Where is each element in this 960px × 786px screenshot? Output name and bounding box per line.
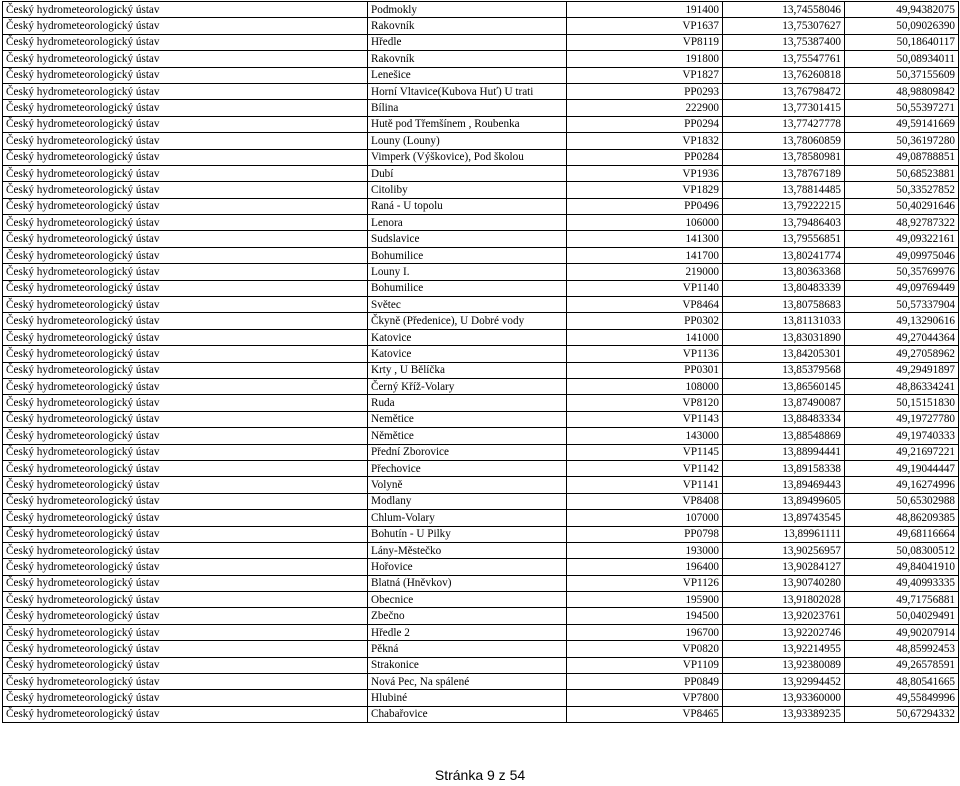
institution-cell: Český hydrometeorologický ústav xyxy=(3,510,368,526)
station-name-cell: Louny (Louny) xyxy=(368,133,567,149)
table-row xyxy=(3,362,959,378)
latitude-cell: 48,92787322 xyxy=(845,215,959,231)
station-id-cell: VP1827 xyxy=(567,67,723,83)
table-row xyxy=(3,608,959,624)
institution-cell: Český hydrometeorologický ústav xyxy=(3,116,368,132)
institution-cell: Český hydrometeorologický ústav xyxy=(3,67,368,83)
longitude-cell: 13,80483339 xyxy=(723,280,845,296)
longitude-cell: 13,75547761 xyxy=(723,51,845,67)
table-row xyxy=(3,198,959,214)
station-id-cell: 219000 xyxy=(567,264,723,280)
table-row xyxy=(3,231,959,247)
station-id-cell: VP0820 xyxy=(567,641,723,657)
institution-cell: Český hydrometeorologický ústav xyxy=(3,247,368,263)
longitude-cell: 13,92994452 xyxy=(723,674,845,690)
station-id-cell: VP1143 xyxy=(567,411,723,427)
table-row xyxy=(3,477,959,493)
institution-cell: Český hydrometeorologický ústav xyxy=(3,493,368,509)
station-name-cell: Krty , U Bělíčka xyxy=(368,362,567,378)
station-id-cell: VP8464 xyxy=(567,297,723,313)
institution-cell: Český hydrometeorologický ústav xyxy=(3,313,368,329)
institution-cell: Český hydrometeorologický ústav xyxy=(3,477,368,493)
station-id-cell: VP8120 xyxy=(567,395,723,411)
station-id-cell: VP1145 xyxy=(567,444,723,460)
latitude-cell: 49,21697221 xyxy=(845,444,959,460)
latitude-cell: 50,09026390 xyxy=(845,18,959,34)
institution-cell: Český hydrometeorologický ústav xyxy=(3,182,368,198)
latitude-cell: 49,16274996 xyxy=(845,477,959,493)
latitude-cell: 50,57337904 xyxy=(845,297,959,313)
longitude-cell: 13,89158338 xyxy=(723,460,845,476)
station-name-cell: Citoliby xyxy=(368,182,567,198)
latitude-cell: 50,65302988 xyxy=(845,493,959,509)
institution-cell: Český hydrometeorologický ústav xyxy=(3,608,368,624)
table-row xyxy=(3,526,959,542)
station-id-cell: 196400 xyxy=(567,559,723,575)
station-name-cell: Bohumilice xyxy=(368,247,567,263)
station-table-body xyxy=(3,2,959,723)
latitude-cell: 49,19740333 xyxy=(845,428,959,444)
longitude-cell: 13,92380089 xyxy=(723,657,845,673)
institution-cell: Český hydrometeorologický ústav xyxy=(3,83,368,99)
latitude-cell: 50,36197280 xyxy=(845,133,959,149)
longitude-cell: 13,89469443 xyxy=(723,477,845,493)
institution-cell: Český hydrometeorologický ústav xyxy=(3,575,368,591)
station-id-cell: VP1141 xyxy=(567,477,723,493)
station-id-cell: VP1109 xyxy=(567,657,723,673)
table-row xyxy=(3,346,959,362)
table-row xyxy=(3,100,959,116)
longitude-cell: 13,84205301 xyxy=(723,346,845,362)
station-id-cell: PP0302 xyxy=(567,313,723,329)
station-id-cell: PP0294 xyxy=(567,116,723,132)
latitude-cell: 49,27058962 xyxy=(845,346,959,362)
station-name-cell: Hředle 2 xyxy=(368,624,567,640)
station-id-cell: 193000 xyxy=(567,542,723,558)
latitude-cell: 49,09975046 xyxy=(845,247,959,263)
station-name-cell: Dubí xyxy=(368,165,567,181)
latitude-cell: 49,09322161 xyxy=(845,231,959,247)
station-id-cell: 108000 xyxy=(567,378,723,394)
station-id-cell: PP0849 xyxy=(567,674,723,690)
station-id-cell: PP0284 xyxy=(567,149,723,165)
station-id-cell: 141300 xyxy=(567,231,723,247)
longitude-cell: 13,80758683 xyxy=(723,297,845,313)
institution-cell: Český hydrometeorologický ústav xyxy=(3,624,368,640)
station-name-cell: Hutě pod Třemšínem , Roubenka xyxy=(368,116,567,132)
longitude-cell: 13,87490087 xyxy=(723,395,845,411)
longitude-cell: 13,78580981 xyxy=(723,149,845,165)
longitude-cell: 13,89961111 xyxy=(723,526,845,542)
institution-cell: Český hydrometeorologický ústav xyxy=(3,592,368,608)
station-name-cell: Zbečno xyxy=(368,608,567,624)
latitude-cell: 49,19727780 xyxy=(845,411,959,427)
longitude-cell: 13,80363368 xyxy=(723,264,845,280)
latitude-cell: 49,71756881 xyxy=(845,592,959,608)
table-row xyxy=(3,264,959,280)
station-id-cell: VP1637 xyxy=(567,18,723,34)
latitude-cell: 48,86209385 xyxy=(845,510,959,526)
longitude-cell: 13,86560145 xyxy=(723,378,845,394)
institution-cell: Český hydrometeorologický ústav xyxy=(3,378,368,394)
station-id-cell: 222900 xyxy=(567,100,723,116)
latitude-cell: 49,84041910 xyxy=(845,559,959,575)
station-id-cell: 141000 xyxy=(567,329,723,345)
longitude-cell: 13,93360000 xyxy=(723,690,845,706)
longitude-cell: 13,79556851 xyxy=(723,231,845,247)
table-row xyxy=(3,18,959,34)
page-number: Stránka 9 z 54 xyxy=(434,767,526,783)
longitude-cell: 13,92214955 xyxy=(723,641,845,657)
institution-cell: Český hydrometeorologický ústav xyxy=(3,395,368,411)
latitude-cell: 49,68116664 xyxy=(845,526,959,542)
latitude-cell: 50,40291646 xyxy=(845,198,959,214)
station-name-cell: Nová Pec, Na spálené xyxy=(368,674,567,690)
longitude-cell: 13,76798472 xyxy=(723,83,845,99)
station-name-cell: Rakovník xyxy=(368,18,567,34)
station-name-cell: Strakonice xyxy=(368,657,567,673)
station-name-cell: Přechovice xyxy=(368,460,567,476)
station-id-cell: 143000 xyxy=(567,428,723,444)
latitude-cell: 48,85992453 xyxy=(845,641,959,657)
table-row xyxy=(3,34,959,50)
station-id-cell: VP7800 xyxy=(567,690,723,706)
latitude-cell: 50,15151830 xyxy=(845,395,959,411)
station-name-cell: Hředle xyxy=(368,34,567,50)
longitude-cell: 13,93389235 xyxy=(723,706,845,722)
latitude-cell: 49,55849996 xyxy=(845,690,959,706)
institution-cell: Český hydrometeorologický ústav xyxy=(3,133,368,149)
latitude-cell: 50,04029491 xyxy=(845,608,959,624)
station-id-cell: VP1136 xyxy=(567,346,723,362)
latitude-cell: 48,86334241 xyxy=(845,378,959,394)
station-name-cell: Světec xyxy=(368,297,567,313)
longitude-cell: 13,89743545 xyxy=(723,510,845,526)
table-row xyxy=(3,444,959,460)
station-id-cell: VP1140 xyxy=(567,280,723,296)
station-name-cell: Sudslavice xyxy=(368,231,567,247)
station-id-cell: VP8119 xyxy=(567,34,723,50)
table-row xyxy=(3,116,959,132)
latitude-cell: 49,90207914 xyxy=(845,624,959,640)
longitude-cell: 13,78767189 xyxy=(723,165,845,181)
longitude-cell: 13,81131033 xyxy=(723,313,845,329)
institution-cell: Český hydrometeorologický ústav xyxy=(3,674,368,690)
table-row xyxy=(3,493,959,509)
table-row xyxy=(3,378,959,394)
station-id-cell: VP8408 xyxy=(567,493,723,509)
latitude-cell: 49,94382075 xyxy=(845,2,959,18)
table-row xyxy=(3,657,959,673)
station-id-cell: VP1936 xyxy=(567,165,723,181)
institution-cell: Český hydrometeorologický ústav xyxy=(3,215,368,231)
station-name-cell: Rakovník xyxy=(368,51,567,67)
station-name-cell: Vimperk (Výškovice), Pod školou xyxy=(368,149,567,165)
table-row xyxy=(3,280,959,296)
station-name-cell: Katovice xyxy=(368,346,567,362)
table-row xyxy=(3,706,959,722)
station-table xyxy=(2,1,959,723)
longitude-cell: 13,91802028 xyxy=(723,592,845,608)
station-name-cell: Bohutín - U Pilky xyxy=(368,526,567,542)
table-row xyxy=(3,460,959,476)
institution-cell: Český hydrometeorologický ústav xyxy=(3,198,368,214)
longitude-cell: 13,90740280 xyxy=(723,575,845,591)
station-name-cell: Němětice xyxy=(368,428,567,444)
longitude-cell: 13,78060859 xyxy=(723,133,845,149)
longitude-cell: 13,88483334 xyxy=(723,411,845,427)
station-id-cell: 141700 xyxy=(567,247,723,263)
table-row xyxy=(3,133,959,149)
station-id-cell: VP1829 xyxy=(567,182,723,198)
station-id-cell: VP1142 xyxy=(567,460,723,476)
institution-cell: Český hydrometeorologický ústav xyxy=(3,444,368,460)
longitude-cell: 13,88994441 xyxy=(723,444,845,460)
latitude-cell: 50,18640117 xyxy=(845,34,959,50)
longitude-cell: 13,90256957 xyxy=(723,542,845,558)
latitude-cell: 48,98809842 xyxy=(845,83,959,99)
station-id-cell: VP8465 xyxy=(567,706,723,722)
institution-cell: Český hydrometeorologický ústav xyxy=(3,641,368,657)
latitude-cell: 50,35769976 xyxy=(845,264,959,280)
table-row xyxy=(3,149,959,165)
table-row xyxy=(3,51,959,67)
institution-cell: Český hydrometeorologický ústav xyxy=(3,165,368,181)
station-name-cell: Volyně xyxy=(368,477,567,493)
institution-cell: Český hydrometeorologický ústav xyxy=(3,690,368,706)
latitude-cell: 49,09769449 xyxy=(845,280,959,296)
institution-cell: Český hydrometeorologický ústav xyxy=(3,231,368,247)
table-row xyxy=(3,510,959,526)
longitude-cell: 13,79222215 xyxy=(723,198,845,214)
institution-cell: Český hydrometeorologický ústav xyxy=(3,460,368,476)
station-name-cell: Podmokly xyxy=(368,2,567,18)
longitude-cell: 13,89499605 xyxy=(723,493,845,509)
table-row xyxy=(3,428,959,444)
station-id-cell: 196700 xyxy=(567,624,723,640)
station-name-cell: Lenešice xyxy=(368,67,567,83)
table-row xyxy=(3,674,959,690)
station-name-cell: Chlum-Volary xyxy=(368,510,567,526)
institution-cell: Český hydrometeorologický ústav xyxy=(3,280,368,296)
longitude-cell: 13,75387400 xyxy=(723,34,845,50)
institution-cell: Český hydrometeorologický ústav xyxy=(3,362,368,378)
table-row xyxy=(3,542,959,558)
station-name-cell: Obecnice xyxy=(368,592,567,608)
institution-cell: Český hydrometeorologický ústav xyxy=(3,51,368,67)
longitude-cell: 13,79486403 xyxy=(723,215,845,231)
latitude-cell: 50,67294332 xyxy=(845,706,959,722)
station-id-cell: PP0496 xyxy=(567,198,723,214)
station-name-cell: Černý Kříž-Volary xyxy=(368,378,567,394)
station-id-cell: PP0301 xyxy=(567,362,723,378)
institution-cell: Český hydrometeorologický ústav xyxy=(3,346,368,362)
longitude-cell: 13,90284127 xyxy=(723,559,845,575)
station-id-cell: 191400 xyxy=(567,2,723,18)
latitude-cell: 49,26578591 xyxy=(845,657,959,673)
table-row xyxy=(3,83,959,99)
station-name-cell: Bohumilice xyxy=(368,280,567,296)
table-row xyxy=(3,67,959,83)
longitude-cell: 13,77301415 xyxy=(723,100,845,116)
latitude-cell: 50,55397271 xyxy=(845,100,959,116)
station-name-cell: Horní Vltavice(Kubova Huť) U trati xyxy=(368,83,567,99)
latitude-cell: 50,37155609 xyxy=(845,67,959,83)
longitude-cell: 13,76260818 xyxy=(723,67,845,83)
longitude-cell: 13,88548869 xyxy=(723,428,845,444)
institution-cell: Český hydrometeorologický ústav xyxy=(3,657,368,673)
station-id-cell: 195900 xyxy=(567,592,723,608)
longitude-cell: 13,92202746 xyxy=(723,624,845,640)
station-name-cell: Nemětice xyxy=(368,411,567,427)
station-name-cell: Blatná (Hněvkov) xyxy=(368,575,567,591)
table-row xyxy=(3,641,959,657)
table-row xyxy=(3,559,959,575)
table-row xyxy=(3,2,959,18)
longitude-cell: 13,74558046 xyxy=(723,2,845,18)
institution-cell: Český hydrometeorologický ústav xyxy=(3,526,368,542)
table-row xyxy=(3,165,959,181)
institution-cell: Český hydrometeorologický ústav xyxy=(3,559,368,575)
longitude-cell: 13,85379568 xyxy=(723,362,845,378)
latitude-cell: 50,08934011 xyxy=(845,51,959,67)
latitude-cell: 49,13290616 xyxy=(845,313,959,329)
station-id-cell: 107000 xyxy=(567,510,723,526)
station-name-cell: Modlany xyxy=(368,493,567,509)
institution-cell: Český hydrometeorologický ústav xyxy=(3,706,368,722)
station-name-cell: Lány-Městečko xyxy=(368,542,567,558)
institution-cell: Český hydrometeorologický ústav xyxy=(3,100,368,116)
table-row xyxy=(3,575,959,591)
station-id-cell: 191800 xyxy=(567,51,723,67)
station-id-cell: VP1126 xyxy=(567,575,723,591)
table-row xyxy=(3,690,959,706)
longitude-cell: 13,92023761 xyxy=(723,608,845,624)
latitude-cell: 49,29491897 xyxy=(845,362,959,378)
table-row xyxy=(3,297,959,313)
station-name-cell: Pěkná xyxy=(368,641,567,657)
longitude-cell: 13,80241774 xyxy=(723,247,845,263)
station-name-cell: Lenora xyxy=(368,215,567,231)
table-row xyxy=(3,592,959,608)
station-id-cell: 106000 xyxy=(567,215,723,231)
longitude-cell: 13,77427778 xyxy=(723,116,845,132)
station-name-cell: Raná - U topolu xyxy=(368,198,567,214)
station-name-cell: Hořovice xyxy=(368,559,567,575)
latitude-cell: 50,08300512 xyxy=(845,542,959,558)
table-row xyxy=(3,182,959,198)
station-name-cell: Bílina xyxy=(368,100,567,116)
latitude-cell: 49,59141669 xyxy=(845,116,959,132)
longitude-cell: 13,75307627 xyxy=(723,18,845,34)
table-row xyxy=(3,395,959,411)
station-id-cell: PP0798 xyxy=(567,526,723,542)
institution-cell: Český hydrometeorologický ústav xyxy=(3,297,368,313)
station-name-cell: Přední Zborovice xyxy=(368,444,567,460)
station-name-cell: Louny I. xyxy=(368,264,567,280)
institution-cell: Český hydrometeorologický ústav xyxy=(3,329,368,345)
institution-cell: Český hydrometeorologický ústav xyxy=(3,2,368,18)
institution-cell: Český hydrometeorologický ústav xyxy=(3,34,368,50)
institution-cell: Český hydrometeorologický ústav xyxy=(3,264,368,280)
table-row xyxy=(3,329,959,345)
institution-cell: Český hydrometeorologický ústav xyxy=(3,428,368,444)
latitude-cell: 50,68523881 xyxy=(845,165,959,181)
station-name-cell: Katovice xyxy=(368,329,567,345)
table-row xyxy=(3,215,959,231)
station-name-cell: Chabařovice xyxy=(368,706,567,722)
station-name-cell: Ruda xyxy=(368,395,567,411)
latitude-cell: 48,80541665 xyxy=(845,674,959,690)
institution-cell: Český hydrometeorologický ústav xyxy=(3,149,368,165)
latitude-cell: 49,27044364 xyxy=(845,329,959,345)
latitude-cell: 49,40993335 xyxy=(845,575,959,591)
latitude-cell: 50,33527852 xyxy=(845,182,959,198)
station-name-cell: Hlubiné xyxy=(368,690,567,706)
table-row xyxy=(3,313,959,329)
station-id-cell: VP1832 xyxy=(567,133,723,149)
table-row xyxy=(3,411,959,427)
latitude-cell: 49,08788851 xyxy=(845,149,959,165)
table-row xyxy=(3,624,959,640)
longitude-cell: 13,78814485 xyxy=(723,182,845,198)
station-id-cell: PP0293 xyxy=(567,83,723,99)
table-row xyxy=(3,247,959,263)
station-name-cell: Čkyně (Předenice), U Dobré vody xyxy=(368,313,567,329)
longitude-cell: 13,83031890 xyxy=(723,329,845,345)
latitude-cell: 49,19044447 xyxy=(845,460,959,476)
institution-cell: Český hydrometeorologický ústav xyxy=(3,542,368,558)
institution-cell: Český hydrometeorologický ústav xyxy=(3,411,368,427)
station-id-cell: 194500 xyxy=(567,608,723,624)
institution-cell: Český hydrometeorologický ústav xyxy=(3,18,368,34)
